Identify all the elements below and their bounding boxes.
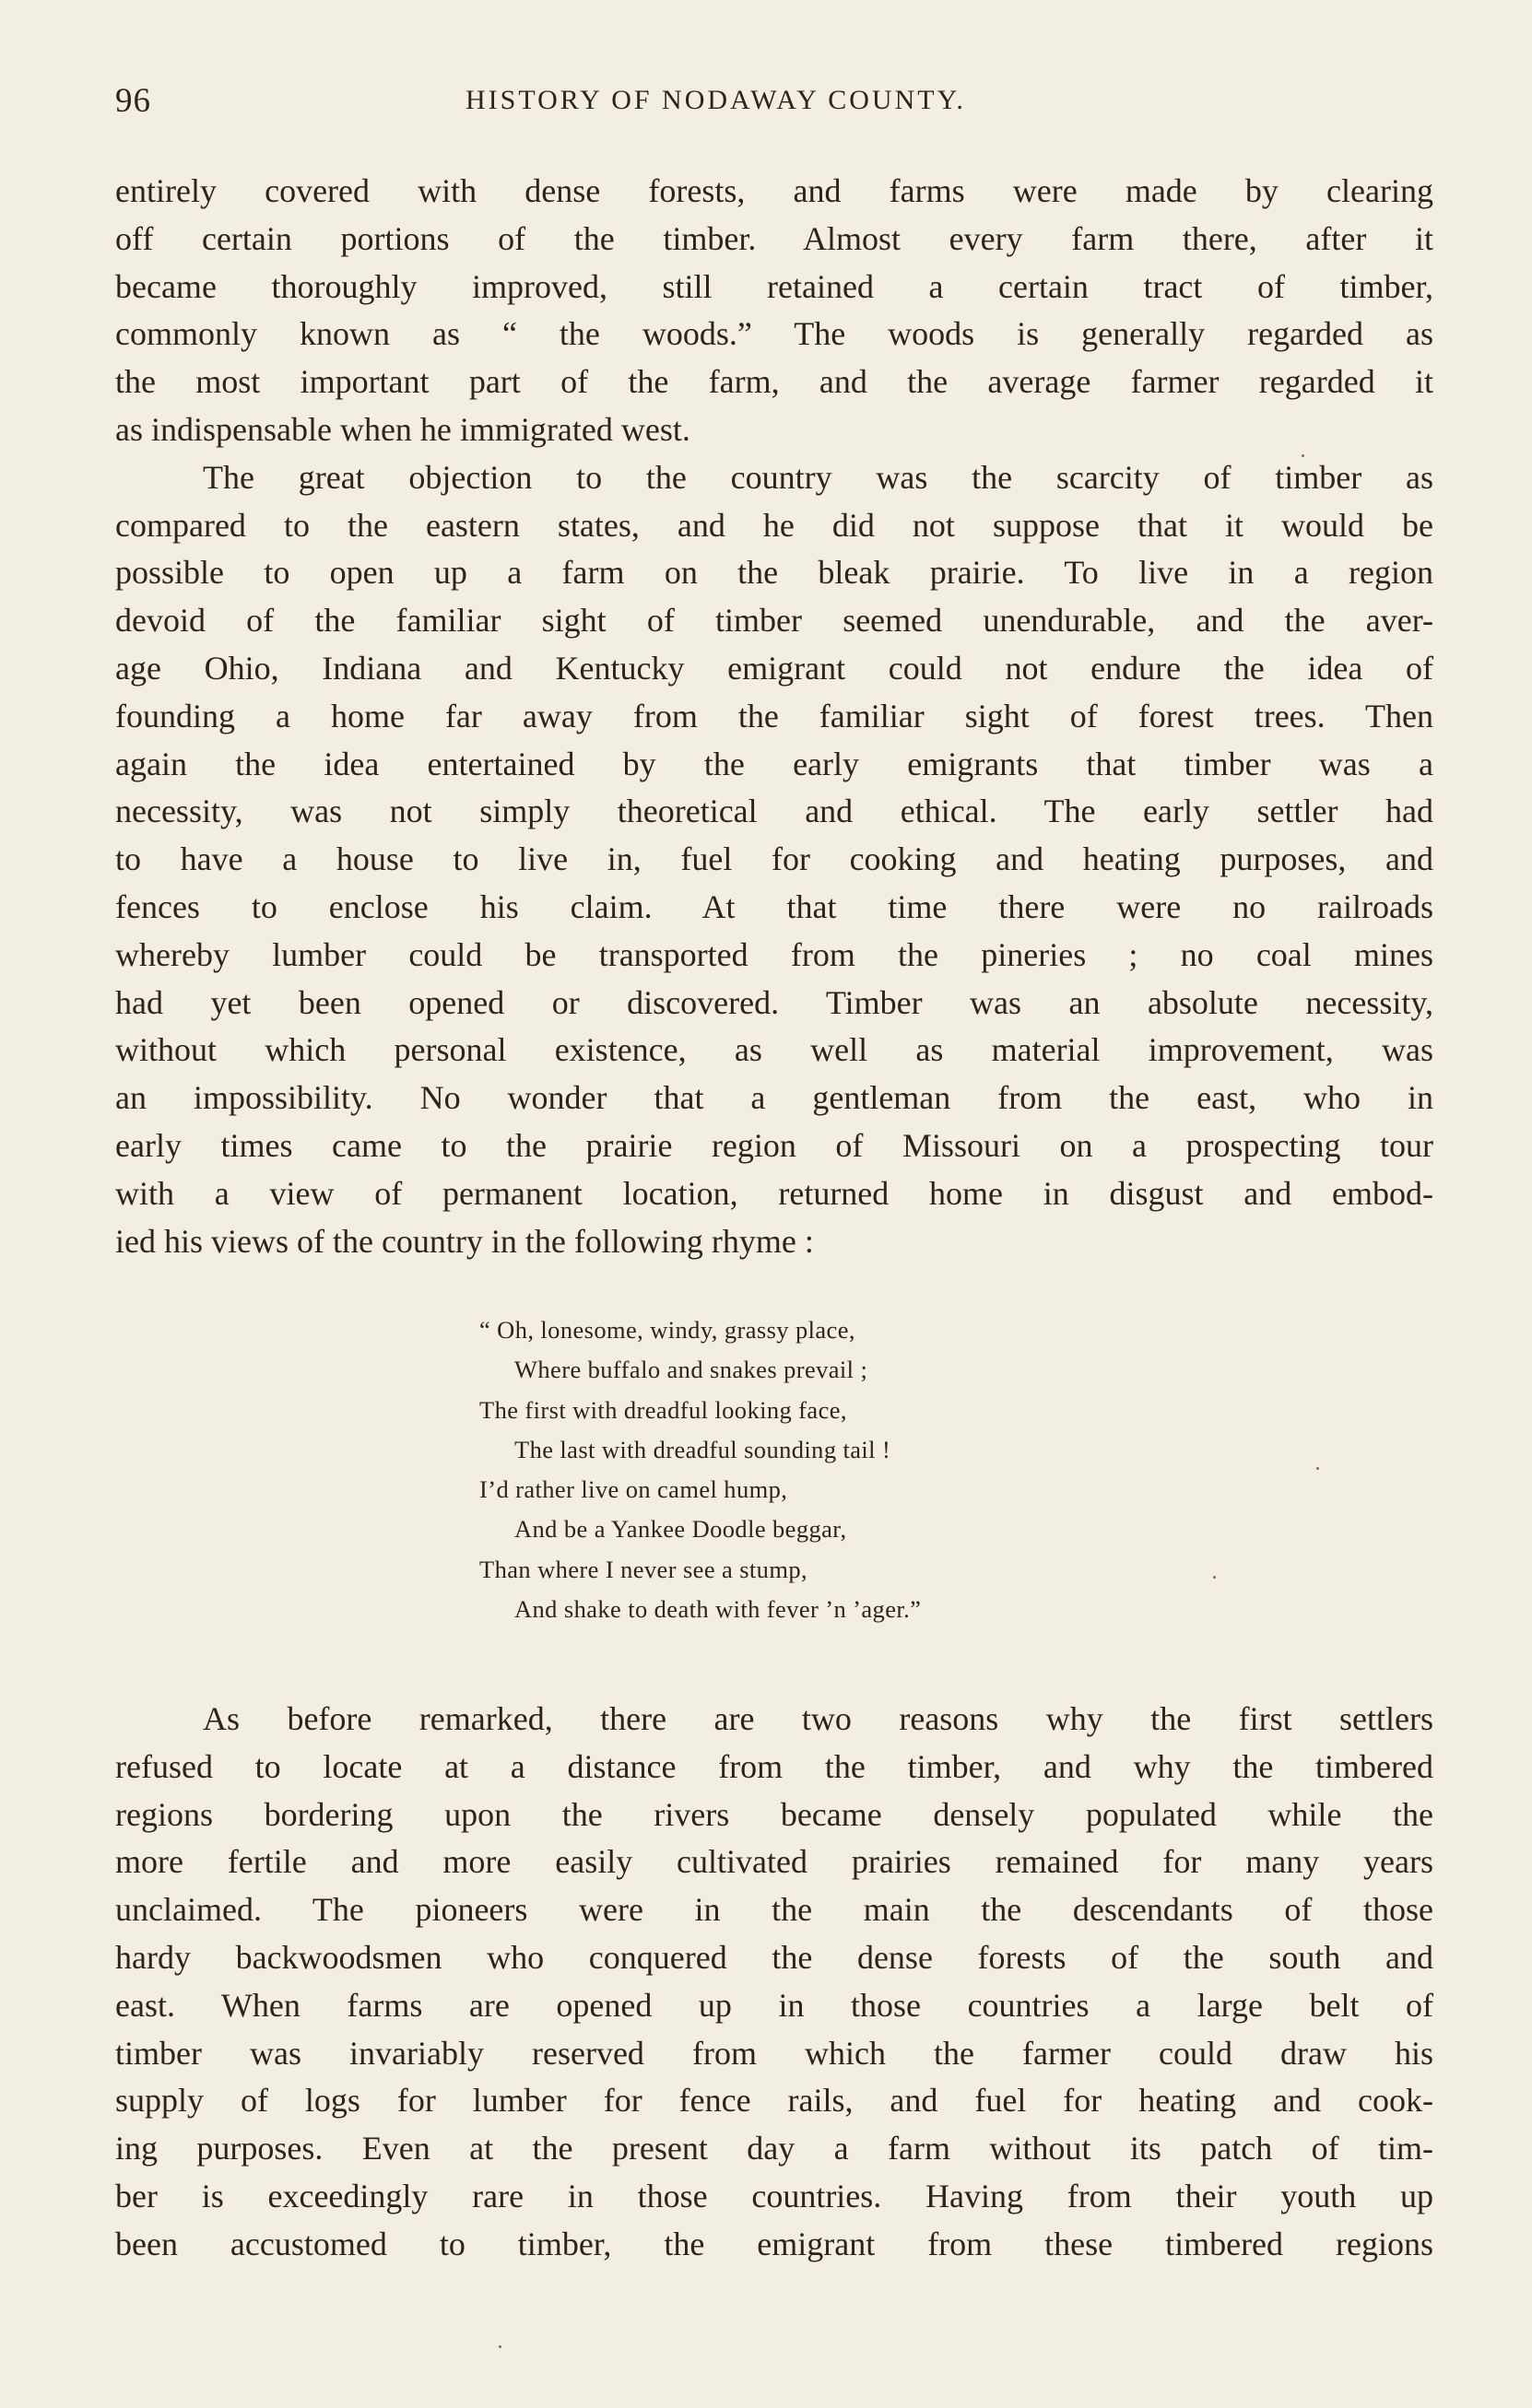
text-line: ied his views of the country in the following rhyme :: [115, 1222, 814, 1260]
text-line: supply of logs for lumber for fence rails, and fuel for heating and cook-: [115, 2082, 1433, 2120]
text-line: ing purposes. Even at the present day a farm without its patch of tim-: [115, 2130, 1433, 2167]
poem-line: The first with dreadful looking face,: [479, 1395, 847, 1424]
text-line: commonly known as “ the woods.” The woods is generally regarded as: [115, 315, 1433, 353]
text-line: regions bordering upon the rivers became densely populated while the: [115, 1795, 1433, 1833]
poem-line: The last with dreadful sounding tail !: [514, 1435, 891, 1463]
poem-line: Where buffalo and snakes prevail ;: [514, 1356, 868, 1384]
paper-speck: [1302, 454, 1304, 457]
text-line: necessity, was not simply theoretical and ethical. The early settler had: [115, 793, 1433, 830]
text-line: compared to the eastern states, and he did not suppose that it would be: [115, 506, 1433, 544]
text-line: ber is exceedingly rare in those countries. Having from their youth up: [115, 2177, 1433, 2214]
text-line: devoid of the familiar sight of timber seemed unendurable, and the aver-: [115, 602, 1433, 640]
poem-line: Than where I never see a stump,: [479, 1555, 808, 1583]
text-line: with a view of permanent location, returned home in disgust and embod-: [115, 1174, 1433, 1212]
text-line: timber was invariably reserved from which the farmer could draw his: [115, 2034, 1433, 2072]
poem-line: And shake to death with fever ’n ’ager.”: [514, 1595, 922, 1624]
main-text-bottom: [115, 1696, 1433, 2269]
text-line: unclaimed. The pioneers were in the main the descendants of those: [115, 1891, 1433, 1929]
text-line: again the idea entertained by the early emigrants that timber was a: [115, 745, 1433, 782]
text-line: became thoroughly improved, still retained a certain tract of timber,: [115, 267, 1433, 305]
poem-block: [479, 1310, 1180, 1629]
main-text-top: [115, 168, 1433, 1265]
poem-line: “ Oh, lonesome, windy, grassy place,: [479, 1316, 855, 1344]
text-line: age Ohio, Indiana and Kentucky emigrant could not endure the idea of: [115, 649, 1433, 687]
poem-line: I’d rather live on camel hump,: [479, 1475, 788, 1504]
text-line: The great objection to the country was the scarcity of timber as: [203, 458, 1433, 496]
text-line: entirely covered with dense forests, and farms were made by clearing: [115, 172, 1433, 209]
text-line: been accustomed to timber, the emigrant from these timbered regions: [115, 2225, 1433, 2262]
text-line: off certain portions of the timber. Almost every farm there, after it: [115, 219, 1433, 257]
running-title: HISTORY OF NODAWAY COUNTY.: [465, 85, 966, 115]
text-line: hardy backwoodsmen who conquered the dense forests of the south and: [115, 1938, 1433, 1976]
text-line: an impossibility. No wonder that a gentleman from the east, who in: [115, 1079, 1433, 1117]
text-line: without which personal existence, as well as material improvement, was: [115, 1031, 1433, 1069]
text-line: had yet been opened or discovered. Timber was an absolute necessity,: [115, 983, 1433, 1021]
text-line: to have a house to live in, fuel for cooking and heating purposes, and: [115, 840, 1433, 878]
text-line: early times came to the prairie region of Missouri on a prospecting tour: [115, 1126, 1433, 1164]
text-line: founding a home far away from the familiar sight of forest trees. Then: [115, 697, 1433, 734]
text-line: the most important part of the farm, and the average farmer regarded it: [115, 363, 1433, 401]
poem-line: And be a Yankee Doodle beggar,: [514, 1515, 847, 1544]
page-header: [115, 81, 1433, 127]
text-line: whereby lumber could be transported from the pineries ; no coal mines: [115, 935, 1433, 973]
text-line: possible to open up a farm on the bleak prairie. To live in a region: [115, 554, 1433, 592]
text-line: east. When farms are opened up in those countries a large belt of: [115, 1986, 1433, 2024]
paper-speck: [499, 2345, 501, 2348]
text-line: As before remarked, there are two reasons why the first settlers: [203, 1700, 1433, 1737]
text-line: refused to locate at a distance from the timber, and why the timbered: [115, 1747, 1433, 1785]
paper-speck: [1316, 1467, 1319, 1470]
paper-speck: [1213, 1576, 1216, 1579]
text-line: as indispensable when he immigrated west.: [115, 410, 690, 448]
text-line: more fertile and more easily cultivated prairies remained for many years: [115, 1843, 1433, 1881]
page-number: 96: [115, 82, 151, 120]
text-line: fences to enclose his claim. At that time there were no railroads: [115, 887, 1433, 925]
